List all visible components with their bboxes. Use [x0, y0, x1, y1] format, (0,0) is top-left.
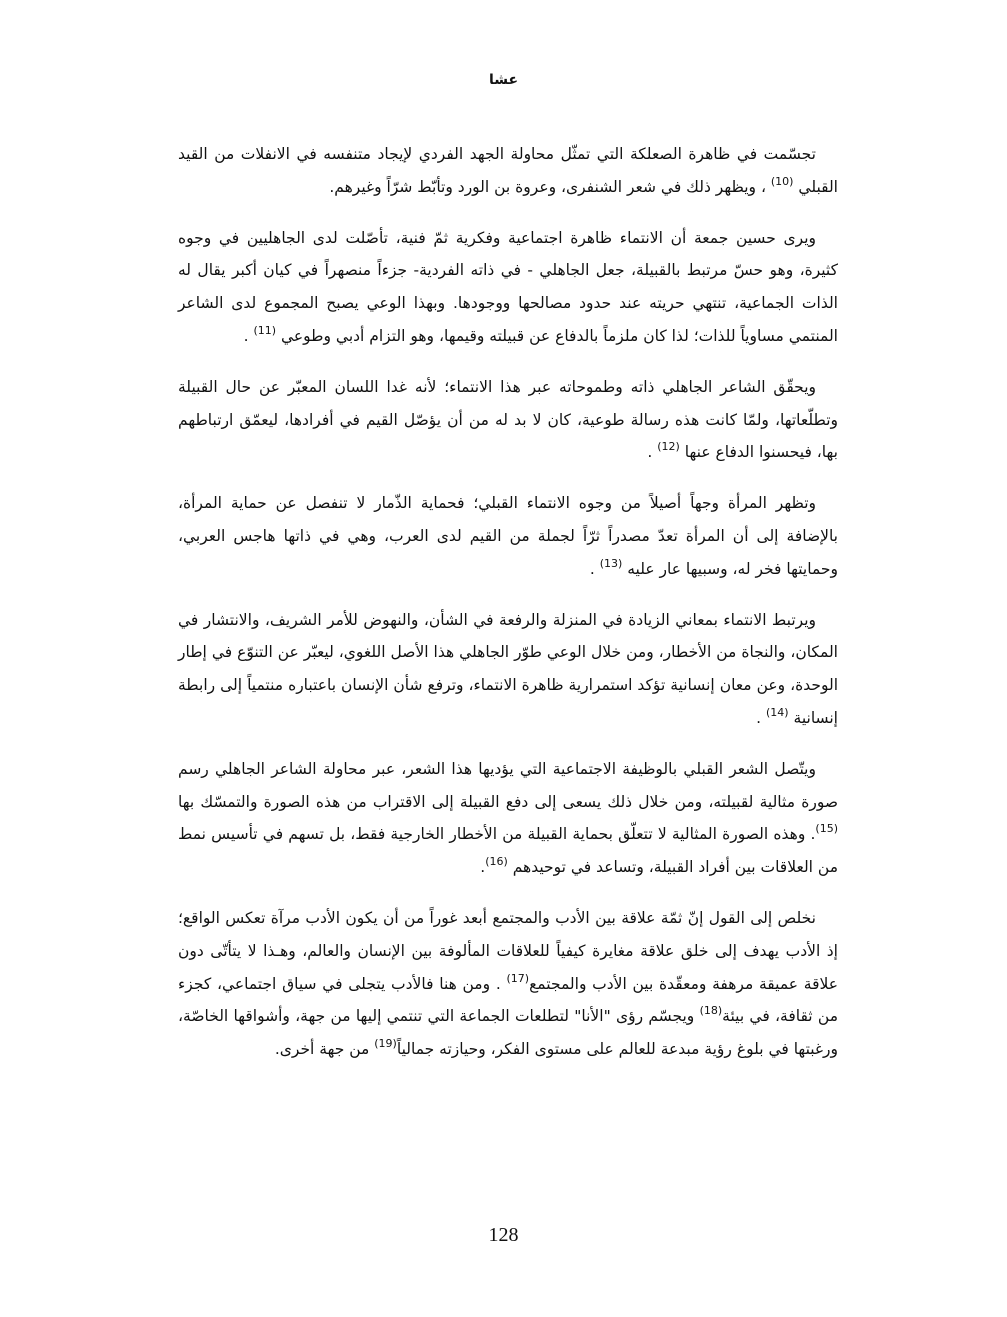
paragraph-text: . — [243, 326, 254, 345]
paragraph-text: ويجسّم رؤى "الأنا" لتطلعات الجماعة التي تنتمي إليها من جهة، وأشواقها الخاصّة، ورغبتها في بلوغ رؤية مبدعة للعالم على مستوى الفكر، وحيازته جمالياً — [178, 1007, 838, 1059]
page-number: 128 — [488, 1224, 519, 1246]
paragraph-text: . — [589, 559, 600, 578]
footnote-ref-18: (18) — [699, 1004, 723, 1018]
footnote-ref-14: (14) — [766, 705, 789, 719]
paragraph-text: ويتّصل الشعر القبلي بالوظيفة الاجتماعية التي يؤديها هذا الشعر، عبر محاولة الشاعر الجاهلي رسم صورة مثالية لقبيلته، ومن خلال ذلك يسعى إلى دفع القبيلة إلى الاقتراب من هذه الصورة والتمسّك بها — [178, 759, 838, 811]
paragraph-text: ، ويظهر ذلك في شعر الشنفرى، وعروة بن الورد وتأبّط شرّاً وغيرهم. — [329, 177, 771, 196]
paragraph-4 — [178, 487, 838, 585]
article-body — [178, 138, 838, 1084]
footnote-ref-15: (15) — [815, 822, 838, 836]
paragraph-text: تجسّمت في ظاهرة الصعلكة التي تمثّل محاولة الجهد الفردي لإيجاد متنفسه في الانفلات من القيد القبلي — [178, 145, 838, 196]
paragraph-text: من جهة أخرى. — [274, 1040, 375, 1059]
paragraph-text: . — [647, 443, 658, 462]
paragraph-7 — [178, 902, 838, 1066]
footnote-ref-17: (17) — [506, 971, 530, 985]
paragraph-text: . — [756, 708, 766, 727]
footnote-ref-13: (13) — [599, 556, 623, 570]
footnote-ref-19: (19) — [374, 1037, 397, 1051]
paragraph-text: نخلص إلى القول إنّ ثمّة علاقة بين الأدب والمجتمع أبعد غوراً من أن يكون الأدب مرآة تعكس الواقع؛ إذ الأدب يهدف إلى خلق علاقة مغايرة كيفياً للعلاقات المألوفة بين الإنسان والعالم، وهـذا لا يتأتّى دون علاقة عميقة مرهفة ومعقّدة بين الأدب والمجتمع — [178, 908, 838, 993]
paragraph-text: . وهذه الصورة المثالية لا تتعلّق بحماية القبيلة من الأخطار الخارجية فقط، بل تسهم في تأسيس نمط من العلاقات بين أفراد القبيلة، وتساعد في توحيدهم — [178, 825, 838, 877]
paragraph-text: . ومن هنا فالأدب يتجلى في سياق اجتماعي، كجزء من ثقافة، في بيئة — [178, 974, 838, 1026]
paragraph-text: ويرى حسين جمعة أن الانتماء ظاهرة اجتماعية وفكرية ثمّ فنية، تأصّلت لدى الجاهليين في وجوه كثيرة، وهو حسّ مرتبط بالقبيلة، جعل الجاهلي - في ذاته الفردية- جزءاً منصهراً في كيان أكبر يقال له الذات الجماعية، تنتهي حريته عند حدود مصالحها ووجودها. وبهذا الوعي يصبح المجموع لدى الشاعر المنتمي مساوياً للذات؛ لذا كان ملزماً بالدفاع عن قبيلته وقيمها، وهو التزام أدبي وطوعي — [178, 228, 838, 345]
paragraph-text: . — [480, 858, 486, 877]
footnote-ref-16: (16) — [485, 855, 508, 869]
footnote-ref-10: (10) — [770, 174, 794, 188]
footnote-ref-11: (11) — [253, 323, 277, 337]
paragraph-5 — [178, 604, 838, 735]
paragraph-text: وتظهر المرأة وجهاً أصيلاً من وجوه الانتماء القبلي؛ فحماية الذّمار لا تنفصل عن حماية المرأة، بالإضافة إلى أن المرأة تعدّ مصدراً ثرّاً لجملة من القيم لدى العرب، وهي في ذاتها هاجس العربي، وحمايتها فخر له، وسبيها عار عليه — [178, 494, 838, 578]
paragraph-2 — [178, 222, 838, 353]
paragraph-1 — [178, 138, 838, 204]
running-header: عشا — [488, 72, 519, 88]
paragraph-3 — [178, 371, 838, 469]
footnote-ref-12: (12) — [657, 440, 680, 454]
paragraph-6 — [178, 753, 838, 884]
paragraph-text: ويرتبط الانتماء بمعاني الزيادة في المنزلة والرفعة في الشأن، والنهوض للأمر الشريف، والانتشار في المكان، والنجاة من الأخطار، ومن خلال الوعي طوّر الجاهلي هذا الأصل اللغوي، ليعبّر عن التنوّع في إطار الوحدة، وعن معان إنسانية تؤكد استمرارية ظاهرة الانتماء، وترفع شأن الإنسان باعتباره منتمياً إلى رابطة إنسانية — [178, 610, 838, 727]
paragraph-text: ويحقّق الشاعر الجاهلي ذاته وطموحاته عبر هذا الانتماء؛ لأنه غدا اللسان المعبّر عن حال القبيلة وتطلّعاتها، ولمّا كانت هذه رسالة طوعية، كان لا بد له من أن يؤصّل القيم في أفرادها، ليعمّق ارتباطهم بها، فيحسنوا الدفاع عنها — [178, 377, 838, 462]
